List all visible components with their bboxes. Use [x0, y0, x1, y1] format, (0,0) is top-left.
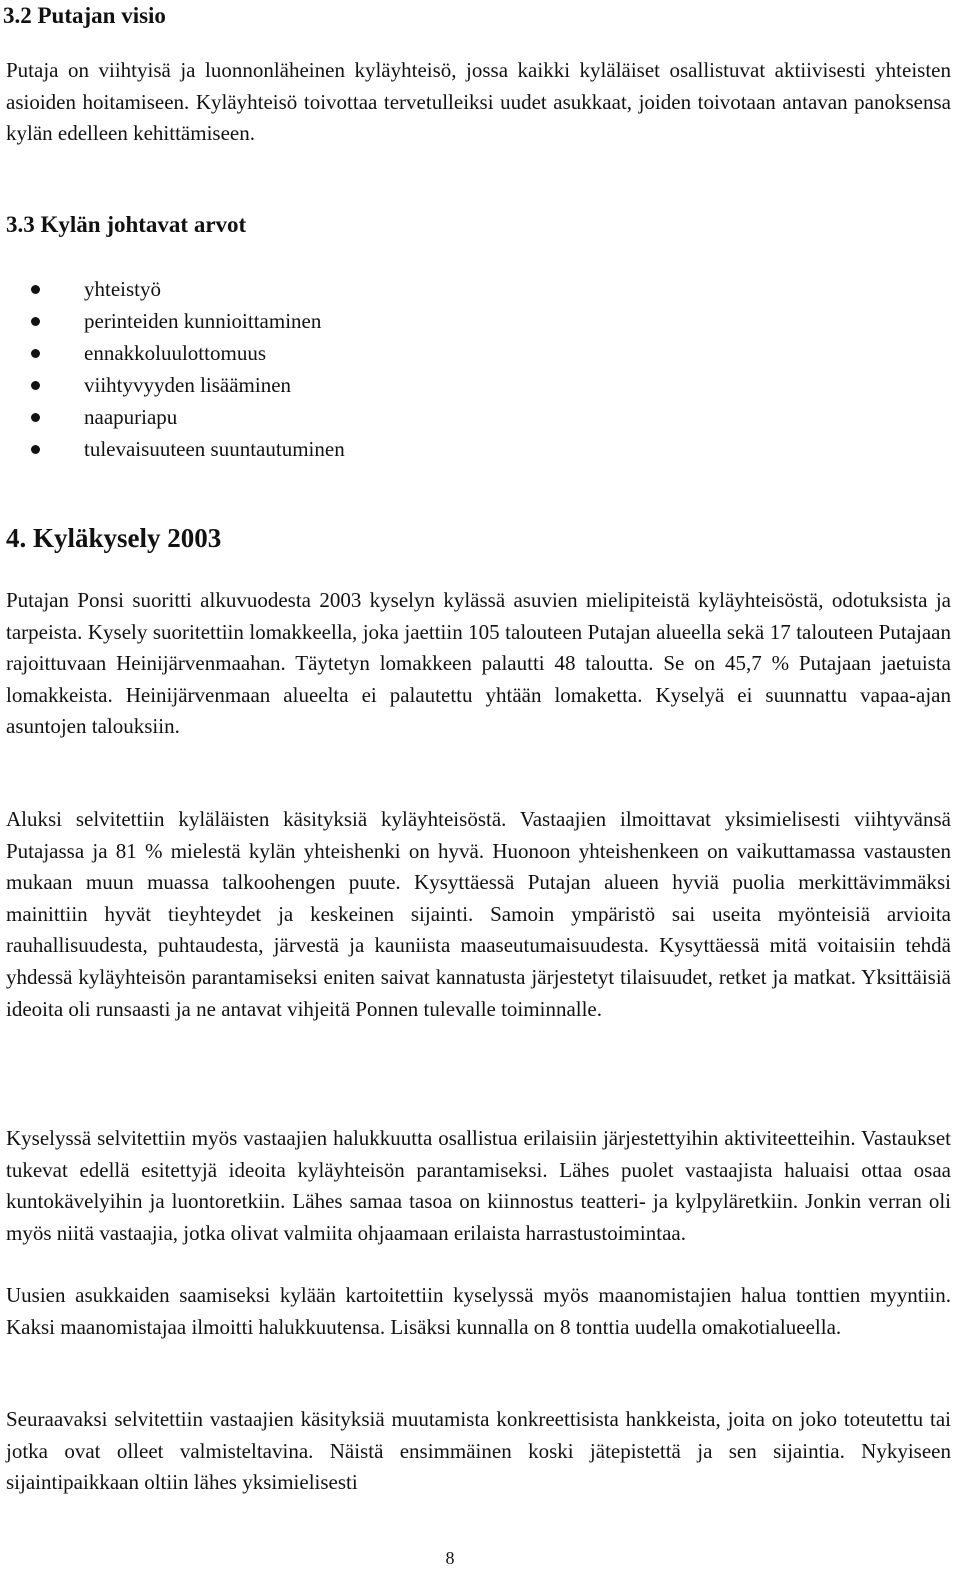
- bullet-icon: [31, 285, 40, 294]
- list-item-label: naapuriapu: [84, 405, 178, 429]
- kysely-paragraph-2: Aluksi selvitettiin kyläläisten käsityksiä kyläyhteisöstä. Vastaajien ilmoittavat yksimielisesti viihtyvänsä Putajassa ja 81 % mielestä kylän yhteishenki on hyvä. Huonoon yhteishenkeen on vaikuttamassa vastausten mukaan muun muassa talkoohengen puute. Kysyttäessä Putajan alueen hyviä puolia merkittävimmäksi mainittiin hyvät tieyhteydet ja keskeinen sijainti. Samoin ympäristö sai useita myönteisiä arvioita rauhallisuudesta, puhtaudesta, järvestä ja kauniista maaseutumaisuudesta. Kysyttäessä mitä voitaisiin tehdä yhdessä kyläyhteisön parantamiseksi eniten saivat kannatusta järjestetyt tilaisuudet, retket ja matkat. Yksittäisiä ideoita oli runsaasti ja ne antavat vihjeitä Ponnen tulevalle toiminnalle.: [6, 807, 951, 1021]
- visio-paragraph: Putaja on viihtyisä ja luonnonläheinen kyläyhteisö, jossa kaikki kyläläiset osallistuvat aktiivisesti yhteisten asioiden hoitamiseen. Kyläyhteisö toivottaa tervetulleiksi uudet asukkaat, joiden toivotaan antavan panoksensa kylän edelleen kehittämiseen.: [6, 58, 951, 146]
- heading-kylan-johtavat-arvot: 3.3 Kylän johtavat arvot: [6, 212, 247, 237]
- list-item-label: viihtyvyyden lisääminen: [84, 373, 292, 397]
- list-item-label: perinteiden kunnioittaminen: [84, 309, 322, 333]
- kysely-paragraph-5: Seuraavaksi selvitettiin vastaajien käsityksiä muutamista konkreettisista hankkeista, joita on joko toteutettu tai jotka ovat olleet valmisteltavina. Näistä ensimmäinen koski jätepistettä ja sen sijaintia. Nykyiseen sijaintipaikkaan oltiin lähes yksimielisesti: [6, 1407, 951, 1495]
- bullet-icon: [31, 413, 40, 422]
- kysely-paragraph-1: Putajan Ponsi suoritti alkuvuodesta 2003 kyselyn kylässä asuvien mielipiteistä kyläyhteisöstä, odotuksista ja tarpeista. Kysely suoritettiin lomakkeella, joka jaettiin 105 talouteen Putajan alueella sekä 17 talouteen Putajaan rajoittuvaan Heinijärvenmaahan. Täytetyn lomakkeen palautti 48 taloutta. Se on 45,7 % Putajaan jaetuista lomakkeista. Heinijärvenmaan alueelta ei palautettu yhtään lomaketta. Kyselyä ei suunnattu vapaa-ajan asuntojen talouksiin.: [6, 588, 951, 739]
- bullet-icon: [31, 349, 40, 358]
- bullet-icon: [31, 317, 40, 326]
- list-item-label: tulevaisuuteen suuntautuminen: [84, 437, 345, 461]
- page-number: 8: [445, 1548, 455, 1568]
- kysely-paragraph-4: Uusien asukkaiden saamiseksi kylään kartoitettiin kyselyssä myös maanomistajien halua tonttien myyntiin. Kaksi maanomistajaa ilmoitti halukkuutensa. Lisäksi kunnalla on 8 tonttia uudella omakotialueella.: [6, 1283, 951, 1339]
- bullet-icon: [31, 381, 40, 390]
- list-item-label: yhteistyö: [84, 277, 161, 301]
- kysely-paragraph-3: Kyselyssä selvitettiin myös vastaajien halukkuutta osallistua erilaisiin järjestettyihin aktiviteetteihin. Vastaukset tukevat edellä esitettyjä ideoita kyläyhteisön parantamiseksi. Lähes puolet vastaajista haluaisi ottaa osaa kuntokävelyihin ja luontoretkiin. Lähes samaa tasoa on kiinnostus teatteri- ja kylpyläretkiin. Jonkin verran oli myös niitä vastaajia, jotka olivat valmiita ohjaamaan erilaista harrastustoimintaa.: [6, 1126, 951, 1245]
- heading-putajan-visio: 3.2 Putajan visio: [3, 3, 166, 28]
- bullet-icon: [31, 445, 40, 454]
- heading-kylakysely-2003: 4. Kyläkysely 2003: [6, 523, 222, 553]
- list-item-label: ennakkoluulottomuus: [84, 341, 266, 365]
